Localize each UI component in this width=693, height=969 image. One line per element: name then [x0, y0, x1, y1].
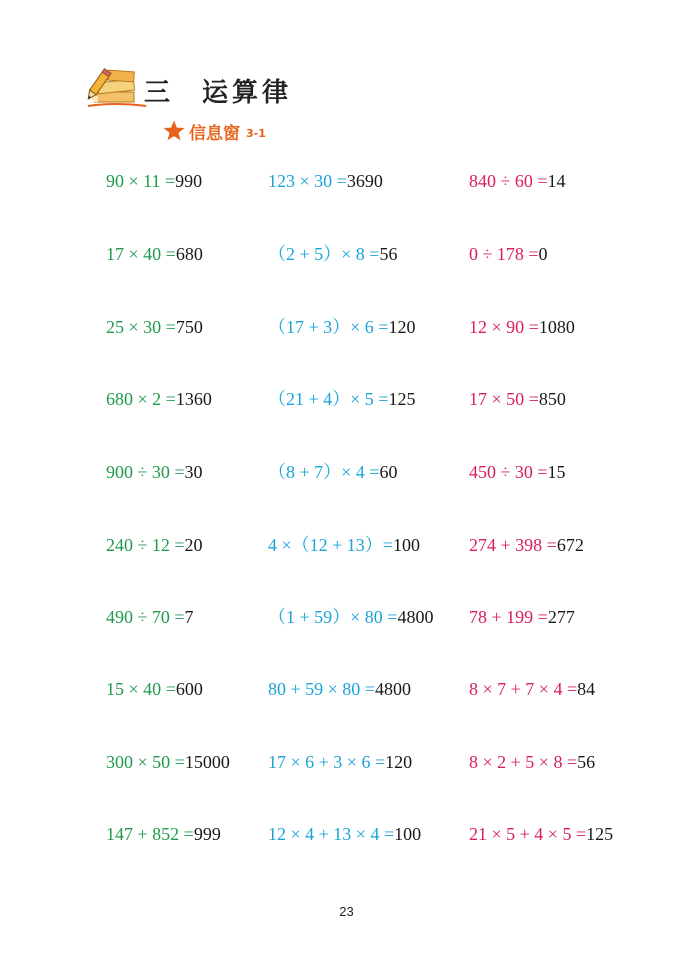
- equation-3-2: [469, 243, 548, 265]
- equation-2-5: [268, 461, 397, 483]
- equation-expression: （21 + 4）× 5 =: [268, 389, 389, 409]
- equation-1-1: [106, 170, 202, 192]
- equation-expression: （1 + 59）× 80 =: [268, 607, 398, 627]
- equation-expression: （8 + 7）× 4 =: [268, 462, 380, 482]
- equation-result: 84: [577, 679, 596, 699]
- equation-result: 999: [193, 824, 221, 844]
- equation-result: 30: [184, 462, 203, 482]
- equation-result: 277: [547, 607, 575, 627]
- equation-result: 125: [586, 824, 614, 844]
- equation-expression: 680 × 2 =: [106, 389, 176, 409]
- equation-expression: （17 + 3）× 6 =: [268, 317, 389, 337]
- equation-expression: 490 ÷ 70 =: [106, 607, 185, 627]
- equation-expression: 0 ÷ 178 =: [469, 244, 539, 264]
- equation-expression: 840 ÷ 60 =: [469, 171, 548, 191]
- equation-result: 990: [175, 171, 203, 191]
- equation-result: 120: [388, 317, 416, 337]
- equation-expression: 900 ÷ 30 =: [106, 462, 185, 482]
- chapter-number: 三: [144, 78, 175, 108]
- equation-expression: 450 ÷ 30 =: [469, 462, 548, 482]
- equation-1-8: [106, 678, 203, 700]
- equation-expression: 80 + 59 × 80 =: [268, 679, 375, 699]
- equation-expression: 8 × 7 + 7 × 4 =: [469, 679, 578, 699]
- equation-result: 14: [547, 171, 566, 191]
- equation-result: 100: [394, 824, 422, 844]
- equation-3-5: [469, 461, 566, 483]
- equation-1-5: [106, 461, 203, 483]
- chapter-name: 运算律: [202, 78, 293, 108]
- equation-2-8: [268, 678, 411, 700]
- equation-expression: 90 × 11 =: [106, 171, 176, 191]
- equation-result: 7: [184, 607, 194, 627]
- equation-result: 750: [175, 317, 203, 337]
- equation-expression: 25 × 30 =: [106, 317, 176, 337]
- page-number: 23: [339, 904, 354, 919]
- equation-result: 4800: [397, 607, 434, 627]
- equation-1-2: [106, 243, 203, 265]
- equation-result: 125: [388, 389, 416, 409]
- equation-2-3: [268, 316, 415, 338]
- equation-result: 56: [577, 752, 596, 772]
- equation-2-1: [268, 170, 383, 192]
- equation-expression: 274 + 398 =: [469, 535, 557, 555]
- equation-expression: 240 ÷ 12 =: [106, 535, 185, 555]
- equation-result: 680: [175, 244, 203, 264]
- equation-expression: 12 × 90 =: [469, 317, 539, 337]
- equation-expression: 147 + 852 =: [106, 824, 194, 844]
- equation-3-6: [469, 534, 584, 556]
- equation-1-6: [106, 534, 203, 556]
- equation-result: 672: [556, 535, 584, 555]
- section-number: 3-1: [246, 126, 266, 140]
- equation-result: 60: [379, 462, 398, 482]
- equation-3-7: [469, 606, 575, 628]
- equation-result: 1080: [538, 317, 575, 337]
- equation-result: 850: [538, 389, 566, 409]
- equation-expression: 78 + 199 =: [469, 607, 548, 627]
- equation-result: 600: [175, 679, 203, 699]
- equation-1-7: [106, 606, 194, 628]
- equation-expression: 17 × 40 =: [106, 244, 176, 264]
- equation-result: 120: [385, 752, 413, 772]
- equation-3-9: [469, 751, 595, 773]
- equation-2-4: [268, 388, 415, 410]
- equation-2-10: [268, 823, 421, 845]
- equation-3-8: [469, 678, 595, 700]
- equation-1-3: [106, 316, 203, 338]
- equation-result: 15: [547, 462, 566, 482]
- equation-expression: 15 × 40 =: [106, 679, 176, 699]
- equation-result: 56: [379, 244, 398, 264]
- equation-expression: 123 × 30 =: [268, 171, 347, 191]
- equation-2-6: [268, 534, 420, 556]
- equation-result: 15000: [184, 752, 230, 772]
- equation-expression: 8 × 2 + 5 × 8 =: [469, 752, 578, 772]
- equation-result: 100: [392, 535, 420, 555]
- equation-result: 20: [184, 535, 203, 555]
- equation-expression: 17 × 50 =: [469, 389, 539, 409]
- equation-result: 4800: [374, 679, 411, 699]
- equation-3-1: [469, 170, 566, 192]
- equation-1-4: [106, 388, 212, 410]
- equation-1-9: [106, 751, 230, 773]
- equation-expression: （2 + 5）× 8 =: [268, 244, 380, 264]
- equation-3-10: [469, 823, 613, 845]
- equation-result: 3690: [346, 171, 383, 191]
- equation-expression: 12 × 4 + 13 × 4 =: [268, 824, 395, 844]
- equation-1-10: [106, 823, 221, 845]
- equation-expression: 300 × 50 =: [106, 752, 185, 772]
- equation-expression: 17 × 6 + 3 × 6 =: [268, 752, 386, 772]
- equation-result: 1360: [175, 389, 212, 409]
- equation-result: 0: [538, 244, 548, 264]
- equation-3-3: [469, 316, 575, 338]
- equation-2-9: [268, 751, 412, 773]
- equation-expression: 21 × 5 + 4 × 5 =: [469, 824, 587, 844]
- equation-expression: 4 ×（12 + 13）=: [268, 535, 393, 555]
- equation-3-4: [469, 388, 566, 410]
- section-label: 信息窗: [189, 123, 240, 144]
- equation-2-7: [268, 606, 433, 628]
- equation-2-2: [268, 243, 397, 265]
